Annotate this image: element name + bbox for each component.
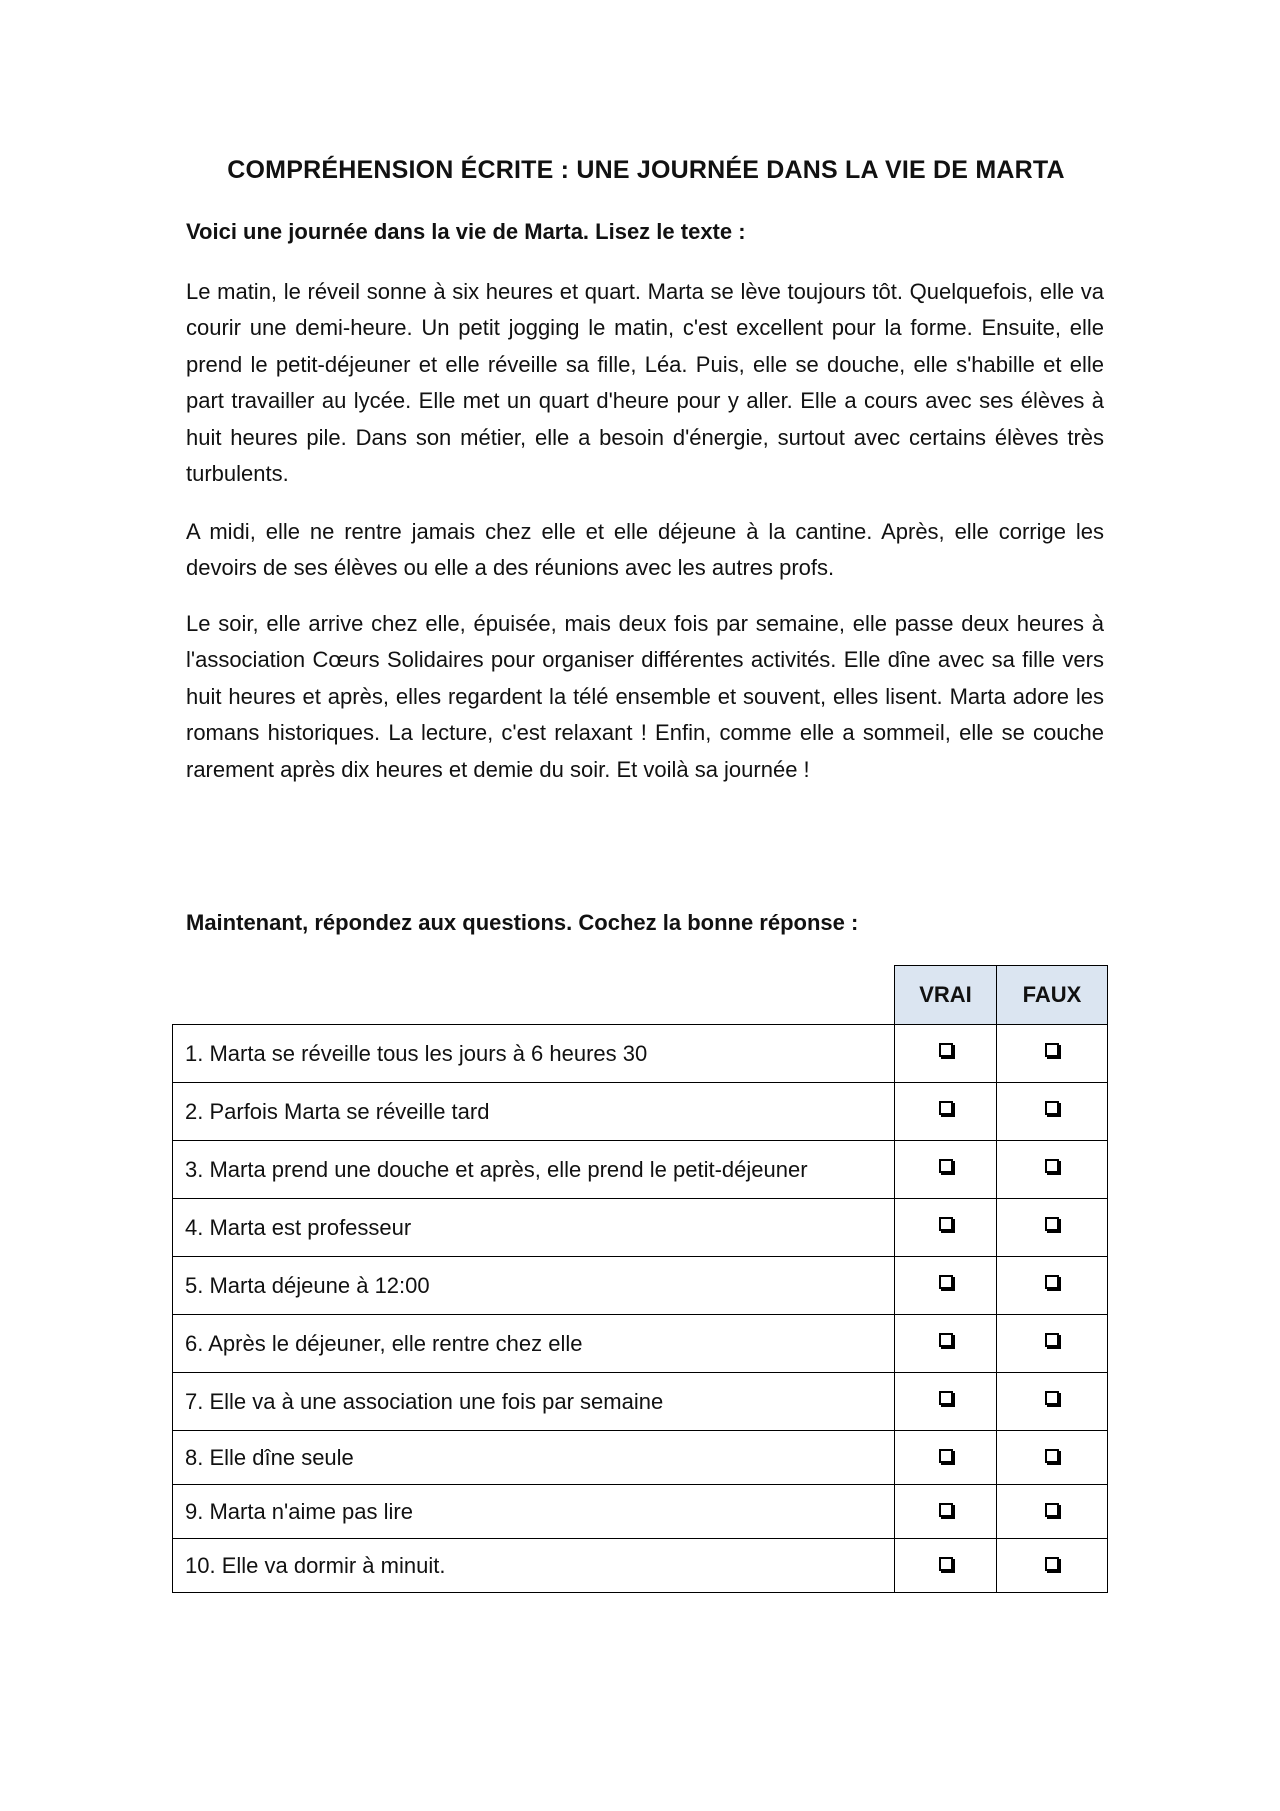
- paragraph-evening: Le soir, elle arrive chez elle, épuisée, mais deux fois par semaine, elle passe deux heures à l'association Cœurs Solidaires pour organiser différentes activités. Elle dîne avec sa fille vers huit heures et après, elles regardent la télé ensemble et souvent, elles lisent. Marta adore les romans historiques. La lecture, c'est relaxant ! Enfin, comme elle a sommeil, elle se couche rarement après dix heures et demie du soir. Et voilà sa journée !: [186, 611, 1104, 782]
- question-text: 3. Marta prend une douche et après, elle prend le petit-déjeuner: [173, 1141, 895, 1199]
- header-faux: FAUX: [997, 966, 1108, 1025]
- vrai-checkbox[interactable]: [939, 1101, 953, 1115]
- vrai-checkbox[interactable]: [939, 1275, 953, 1289]
- true-false-table: [172, 965, 1108, 1593]
- vrai-cell: [895, 1083, 997, 1141]
- questions-instruction: Maintenant, répondez aux questions. Cochez la bonne réponse :: [186, 910, 859, 935]
- vrai-checkbox[interactable]: [939, 1333, 953, 1347]
- header-blank-cell: [173, 966, 895, 1025]
- table-row: [173, 1373, 1108, 1431]
- faux-checkbox[interactable]: [1045, 1159, 1059, 1173]
- vrai-checkbox[interactable]: [939, 1043, 953, 1057]
- question-text: 9. Marta n'aime pas lire: [173, 1485, 895, 1539]
- question-text: 8. Elle dîne seule: [173, 1431, 895, 1485]
- faux-cell: [997, 1025, 1108, 1083]
- faux-checkbox[interactable]: [1045, 1101, 1059, 1115]
- paragraph-noon: A midi, elle ne rentre jamais chez elle et elle déjeune à la cantine. Après, elle corrige les devoirs de ses élèves ou elle a des réunions avec les autres profs.: [186, 519, 1104, 581]
- question-text: 5. Marta déjeune à 12:00: [173, 1257, 895, 1315]
- table-row: [173, 1485, 1108, 1539]
- vrai-cell: [895, 1431, 997, 1485]
- vrai-checkbox[interactable]: [939, 1557, 953, 1571]
- question-text: 4. Marta est professeur: [173, 1199, 895, 1257]
- faux-cell: [997, 1373, 1108, 1431]
- table-row: [173, 1141, 1108, 1199]
- table-header-row: [173, 966, 1108, 1025]
- table-row: [173, 1025, 1108, 1083]
- table-row: [173, 1315, 1108, 1373]
- vrai-checkbox[interactable]: [939, 1449, 953, 1463]
- question-text: 10. Elle va dormir à minuit.: [173, 1539, 895, 1593]
- faux-cell: [997, 1485, 1108, 1539]
- vrai-cell: [895, 1141, 997, 1199]
- question-text: 7. Elle va à une association une fois par semaine: [173, 1373, 895, 1431]
- faux-cell: [997, 1315, 1108, 1373]
- table-row: [173, 1539, 1108, 1593]
- faux-checkbox[interactable]: [1045, 1333, 1059, 1347]
- paragraph-morning: Le matin, le réveil sonne à six heures et quart. Marta se lève toujours tôt. Quelquefois, elle va courir une demi-heure. Un petit jogging le matin, c'est excellent pour la forme. Ensuite, elle prend le petit-déjeuner et elle réveille sa fille, Léa. Puis, elle se douche, elle s'habille et elle part travailler au lycée. Elle met un quart d'heure pour y aller. Elle a cours avec ses élèves à huit heures pile. Dans son métier, elle a besoin d'énergie, surtout avec certains élèves très turbulents.: [186, 279, 1104, 487]
- vrai-cell: [895, 1199, 997, 1257]
- vrai-cell: [895, 1373, 997, 1431]
- faux-checkbox[interactable]: [1045, 1503, 1059, 1517]
- faux-cell: [997, 1141, 1108, 1199]
- vrai-checkbox[interactable]: [939, 1503, 953, 1517]
- vrai-checkbox[interactable]: [939, 1391, 953, 1405]
- vrai-checkbox[interactable]: [939, 1159, 953, 1173]
- faux-cell: [997, 1199, 1108, 1257]
- table-row: [173, 1431, 1108, 1485]
- header-vrai: VRAI: [895, 966, 997, 1025]
- vrai-cell: [895, 1485, 997, 1539]
- intro-instruction: Voici une journée dans la vie de Marta. Lisez le texte :: [186, 219, 746, 244]
- page-title: COMPRÉHENSION ÉCRITE : UNE JOURNÉE DANS LA VIE DE MARTA: [227, 156, 1065, 184]
- faux-checkbox[interactable]: [1045, 1275, 1059, 1289]
- vrai-checkbox[interactable]: [939, 1217, 953, 1231]
- question-text: 1. Marta se réveille tous les jours à 6 heures 30: [173, 1025, 895, 1083]
- vrai-cell: [895, 1539, 997, 1593]
- faux-checkbox[interactable]: [1045, 1557, 1059, 1571]
- table-row: [173, 1199, 1108, 1257]
- question-text: 6. Après le déjeuner, elle rentre chez elle: [173, 1315, 895, 1373]
- faux-checkbox[interactable]: [1045, 1217, 1059, 1231]
- vrai-cell: [895, 1315, 997, 1373]
- table-row: [173, 1083, 1108, 1141]
- faux-cell: [997, 1431, 1108, 1485]
- vrai-cell: [895, 1257, 997, 1315]
- faux-cell: [997, 1257, 1108, 1315]
- question-text: 2. Parfois Marta se réveille tard: [173, 1083, 895, 1141]
- table-row: [173, 1257, 1108, 1315]
- vrai-cell: [895, 1025, 997, 1083]
- faux-checkbox[interactable]: [1045, 1391, 1059, 1405]
- faux-checkbox[interactable]: [1045, 1449, 1059, 1463]
- faux-checkbox[interactable]: [1045, 1043, 1059, 1057]
- faux-cell: [997, 1083, 1108, 1141]
- faux-cell: [997, 1539, 1108, 1593]
